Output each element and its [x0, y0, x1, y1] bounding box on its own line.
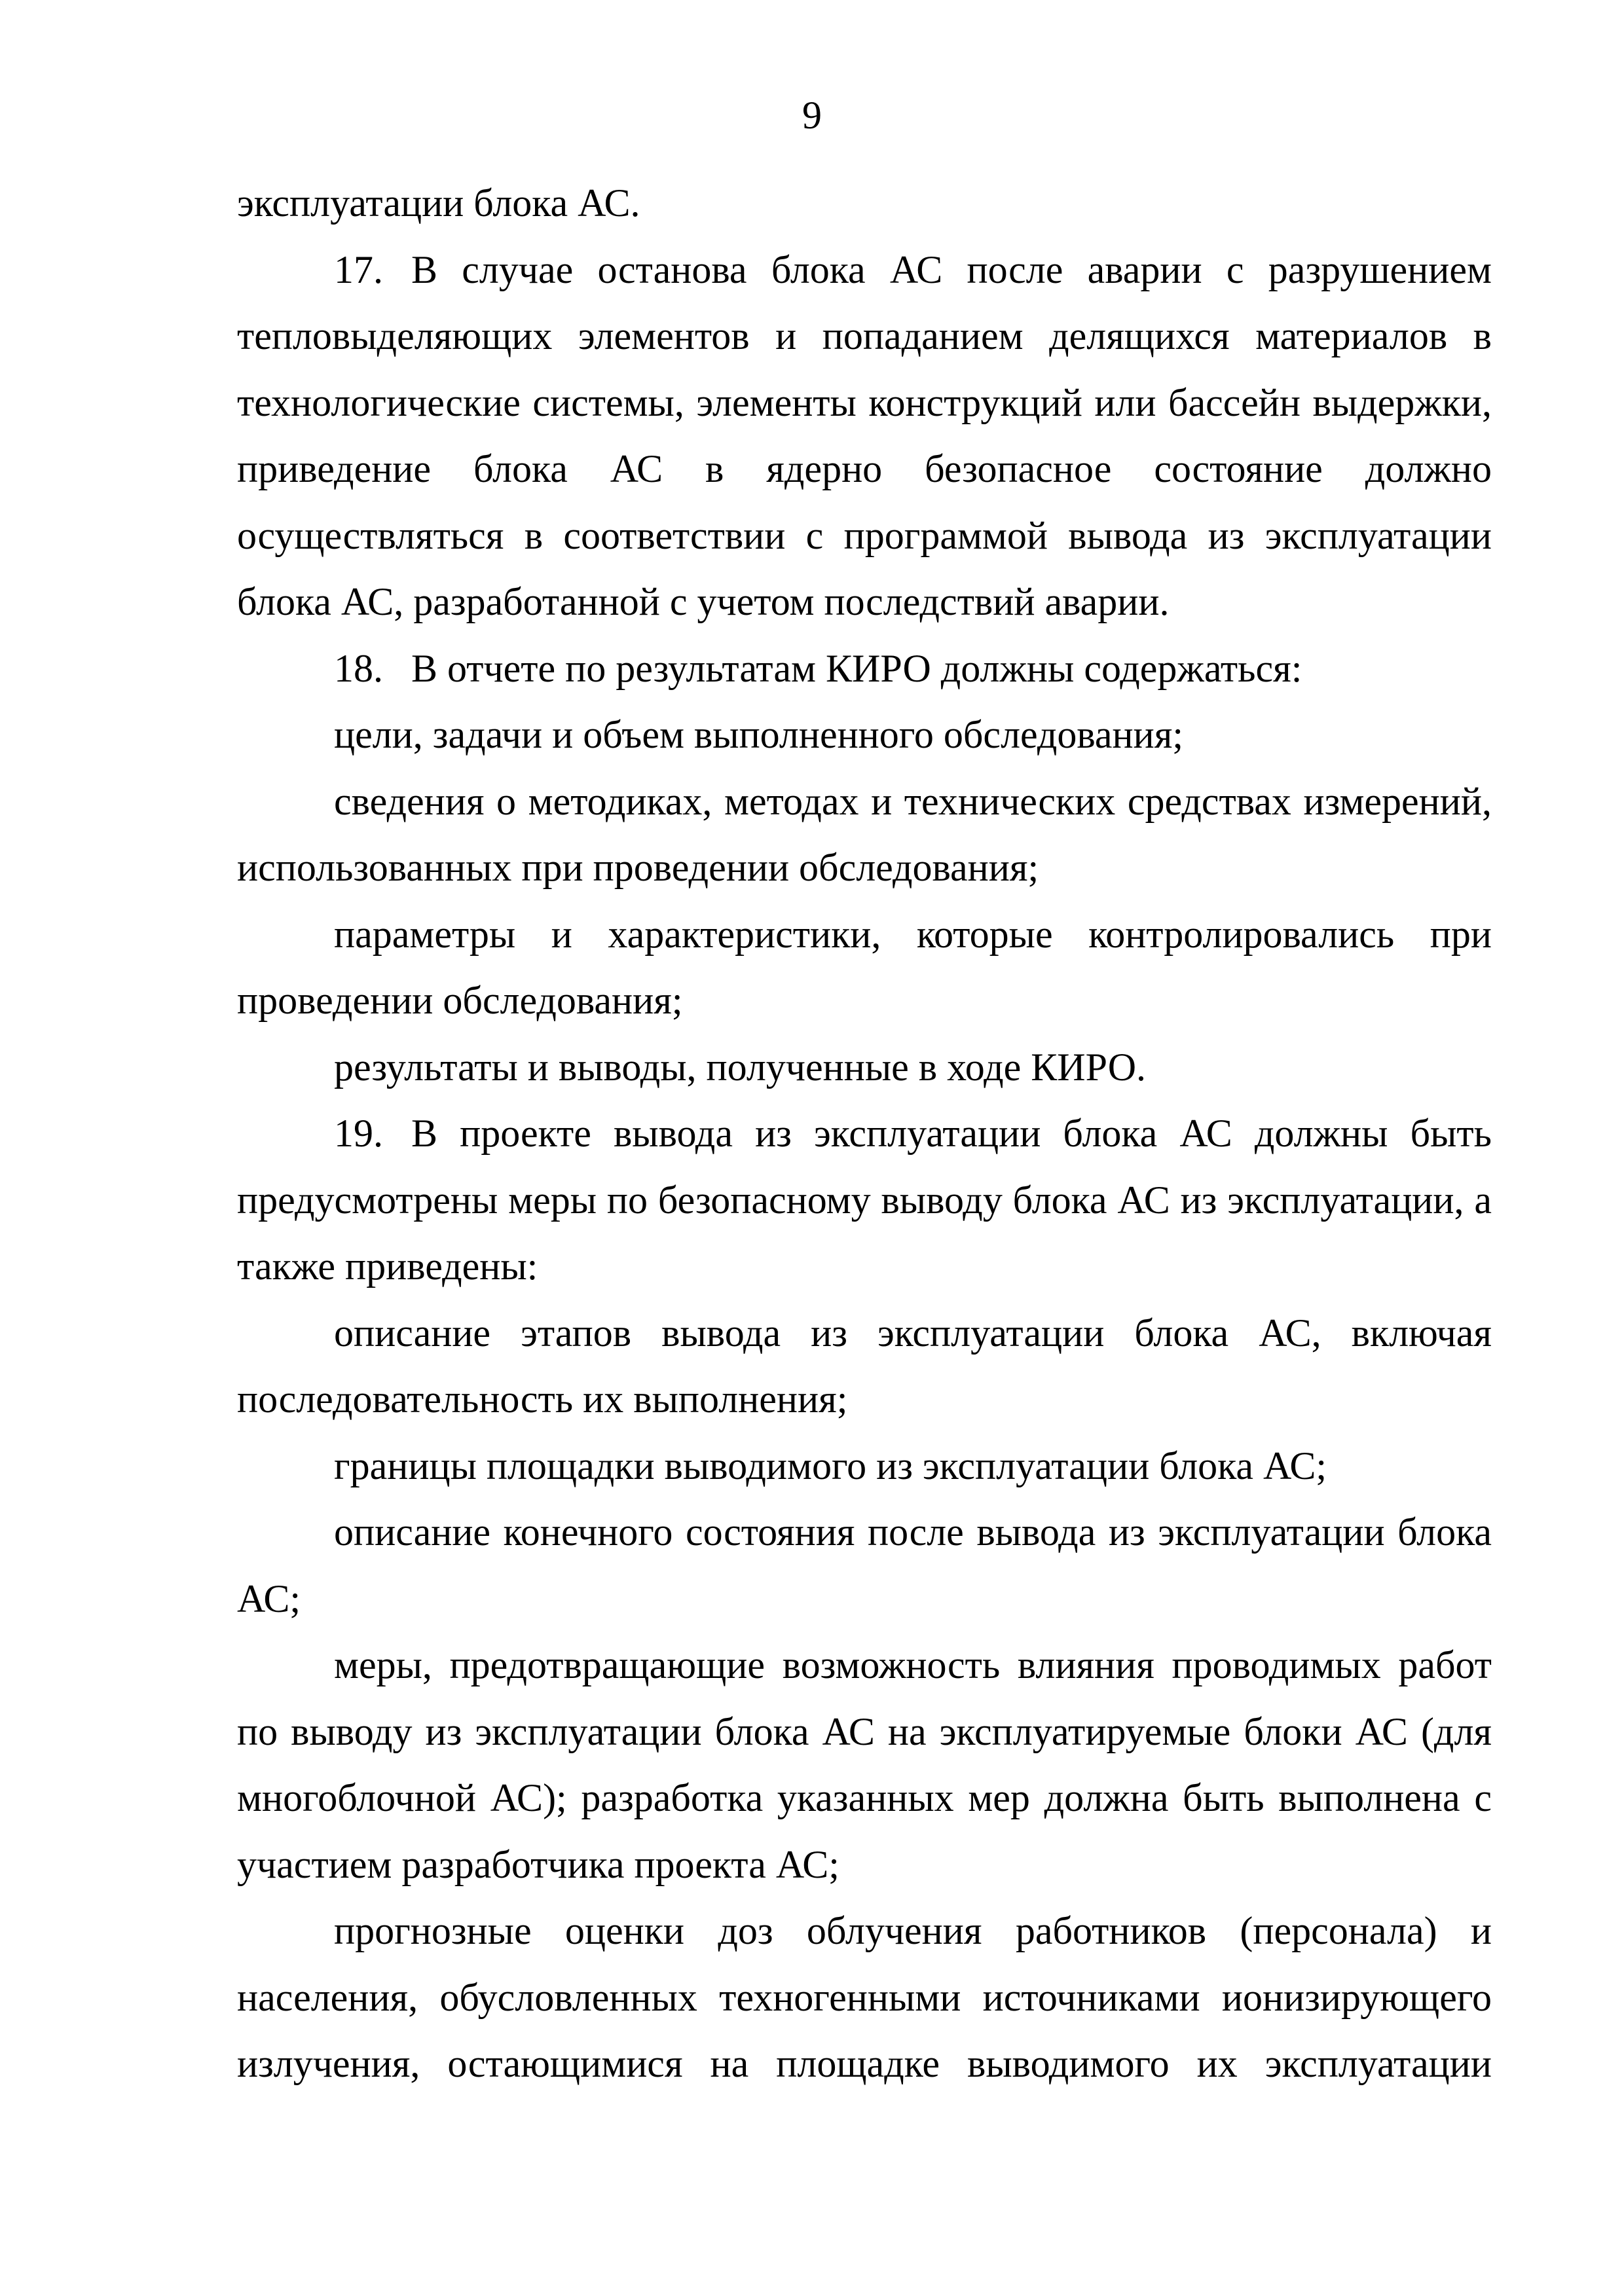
list-item-text: описание конечного состояния после вывода из эксплуатации блока АС; — [237, 1510, 1492, 1620]
clause-number: 19. — [334, 1112, 383, 1155]
list-item — [237, 1300, 1492, 1433]
list-item — [237, 1433, 1492, 1500]
list-item — [237, 1034, 1492, 1101]
clause-text: В случае останова блока АС после аварии с разрушением тепловыделяющих элементов и попаданием делящихся материалов в технологические системы, элементы конструкций или бассейн выдержки, приведение блока АС в ядерно безопасное состояние должно осуществляться в соответствии с программой вывода из эксплуатации блока АС, разработанной с учетом последствий аварии. — [237, 247, 1492, 623]
body-text — [237, 170, 1492, 2098]
list-item-text: описание этапов вывода из эксплуатации блока АС, включая последовательность их выполнения; — [237, 1311, 1492, 1421]
list-item — [237, 1632, 1492, 1898]
list-item — [237, 769, 1492, 902]
clause-number: 18. — [334, 646, 383, 690]
clause-number: 17. — [334, 247, 383, 291]
paragraph-continuation — [237, 170, 1492, 237]
clause-text: В отчете по результатам КИРО должны содержаться: — [411, 646, 1302, 690]
clause-text: В проекте вывода из эксплуатации блока АС должны быть предусмотрены меры по безопасному выводу блока АС из эксплуатации, а также приведены: — [237, 1112, 1492, 1288]
page-number: 9 — [802, 94, 822, 137]
paragraph-text: эксплуатации блока АС. — [237, 181, 640, 225]
clause-18 — [237, 636, 1492, 702]
list-item-text: сведения о методиках, методах и технических средствах измерений, использованных при проведении обследования; — [237, 779, 1492, 889]
clause-19 — [237, 1101, 1492, 1300]
list-item-text: параметры и характеристики, которые контролировались при проведении обследования; — [237, 912, 1492, 1022]
list-item-text: цели, задачи и объем выполненного обследования; — [334, 713, 1184, 756]
list-item — [237, 1898, 1492, 2098]
list-item-text: меры, предотвращающие возможность влияния проводимых работ по выводу из эксплуатации блока АС на эксплуатируемые блоки АС (для многоблочной АС); разработка указанных мер должна быть выполнена с участием разработчика проекта АС; — [237, 1643, 1492, 1886]
list-item-text: границы площадки выводимого из эксплуатации блока АС; — [334, 1444, 1327, 1487]
clause-17 — [237, 237, 1492, 636]
list-item — [237, 902, 1492, 1034]
list-item — [237, 702, 1492, 769]
list-item — [237, 1499, 1492, 1632]
list-item-text: результаты и выводы, полученные в ходе КИРО. — [334, 1045, 1147, 1089]
list-item-text: прогнозные оценки доз облучения работников (персонала) и населения, обусловленных техногенными источниками ионизирующего излучения, остающимися на площадке выводимого их эксплуатации — [237, 1909, 1492, 2085]
